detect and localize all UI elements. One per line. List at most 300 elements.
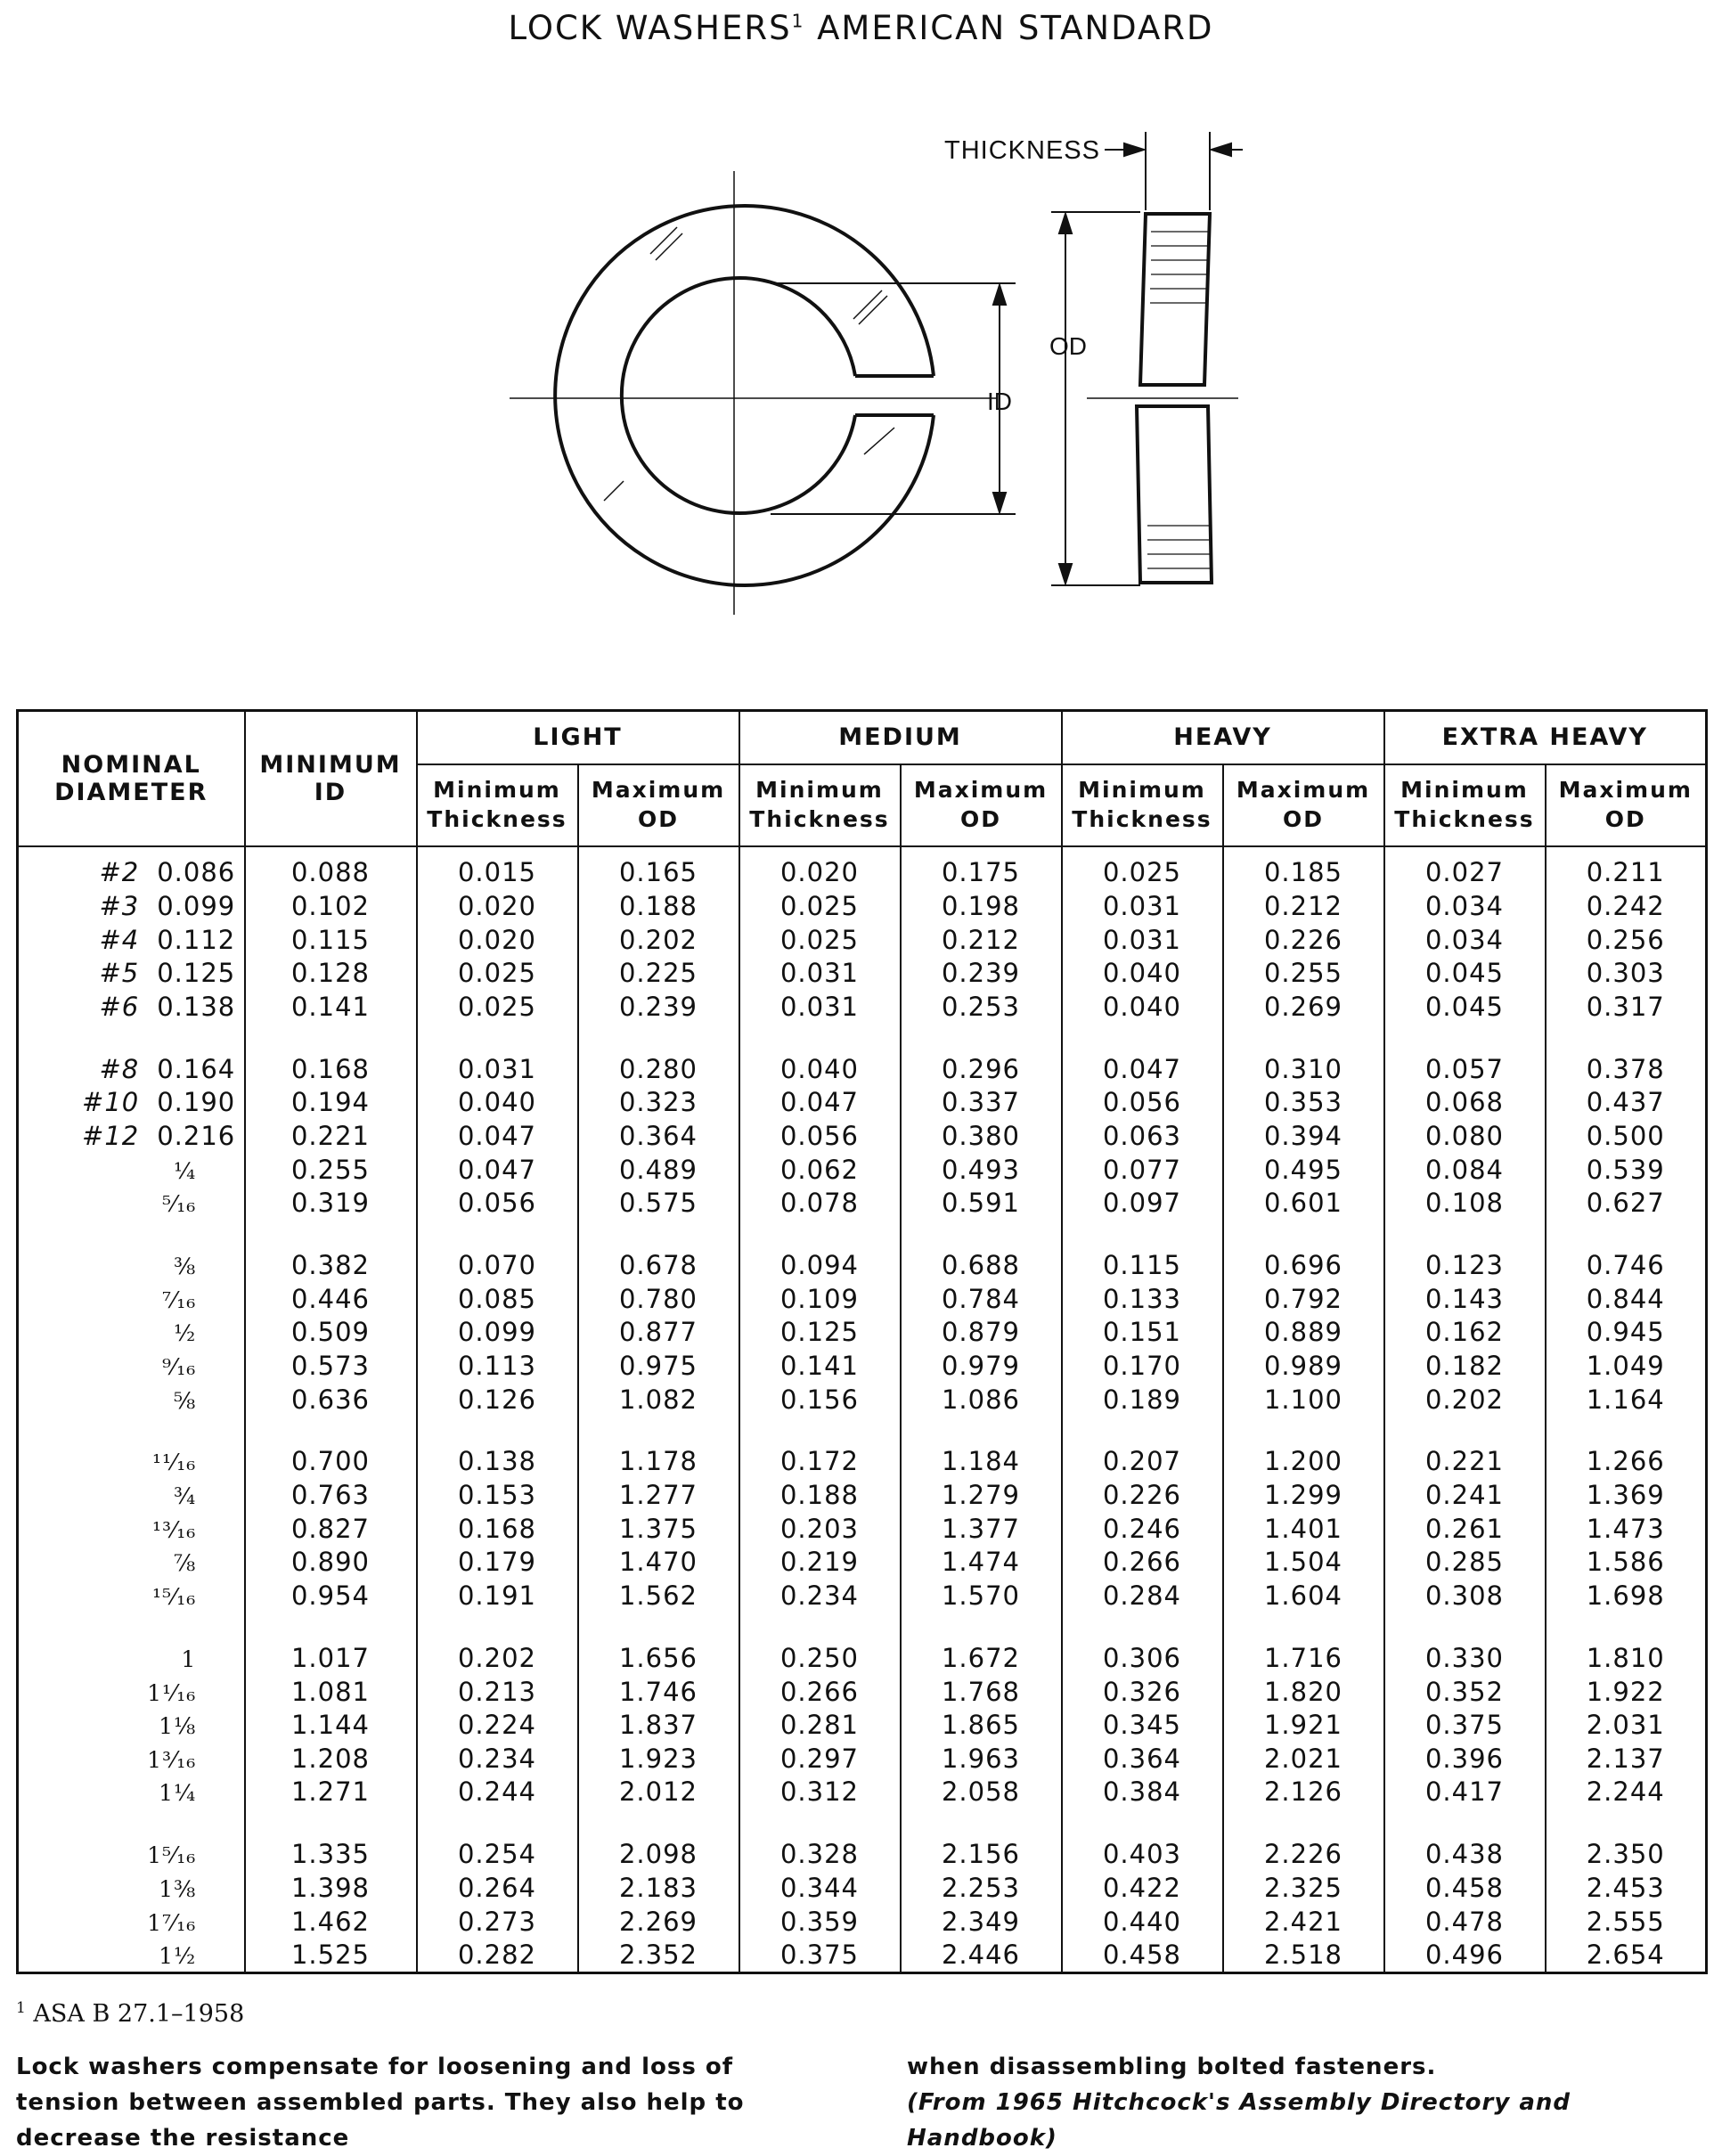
light-max-od-cell: 0.877: [578, 1316, 739, 1350]
nominal-diameter-cell: [18, 1086, 245, 1120]
light-max-od-cell: 2.352: [578, 1938, 739, 1972]
minimum-id-cell: 0.088: [245, 846, 417, 890]
medium-max-od-cell: 0.979: [901, 1349, 1062, 1383]
extra-heavy-max-od-cell: 0.945: [1546, 1316, 1707, 1350]
subheader-extra-heavy-max-od: Maximum OD: [1546, 764, 1707, 846]
minimum-id-cell: 0.382: [245, 1220, 417, 1282]
lock-washer-table: [16, 709, 1708, 1974]
medium-max-od-cell: 2.156: [901, 1809, 1062, 1871]
light-min-thickness-cell: 0.153: [417, 1478, 578, 1512]
light-max-od-cell: 0.975: [578, 1349, 739, 1383]
light-min-thickness-cell: 0.020: [417, 889, 578, 923]
subheader-medium-max-od: Maximum OD: [901, 764, 1062, 846]
light-min-thickness-cell: 0.025: [417, 990, 578, 1024]
nominal-value: 0.164: [157, 1053, 236, 1084]
medium-max-od-cell: 1.377: [901, 1512, 1062, 1546]
nominal-fraction: 1⁷⁄₁₆: [147, 1909, 197, 1936]
nominal-diameter-cell: [18, 956, 245, 990]
light-min-thickness-cell: 0.020: [417, 923, 578, 957]
extra-heavy-max-od-cell: 0.378: [1546, 1024, 1707, 1086]
heavy-max-od-cell: 0.310: [1223, 1024, 1384, 1086]
nominal-diameter-cell: [18, 1383, 245, 1417]
light-min-thickness-cell: 0.047: [417, 1119, 578, 1153]
nominal-diameter-cell: [18, 990, 245, 1024]
extra-heavy-min-thickness-cell: 0.034: [1384, 923, 1546, 957]
light-max-od-cell: 0.489: [578, 1153, 739, 1187]
light-min-thickness-cell: 0.179: [417, 1546, 578, 1580]
medium-min-thickness-cell: 0.328: [739, 1809, 901, 1871]
table-row: [18, 1613, 1707, 1675]
medium-min-thickness-cell: 0.297: [739, 1742, 901, 1776]
table-row: [18, 1416, 1707, 1478]
heavy-min-thickness-cell: 0.040: [1062, 990, 1223, 1024]
extra-heavy-min-thickness-cell: 0.027: [1384, 846, 1546, 890]
nominal-fraction: 1⅛: [159, 1713, 197, 1740]
heavy-min-thickness-cell: 0.031: [1062, 923, 1223, 957]
heavy-max-od-cell: 1.604: [1223, 1579, 1384, 1613]
heavy-max-od-cell: 0.495: [1223, 1153, 1384, 1187]
extra-heavy-min-thickness-cell: 0.084: [1384, 1153, 1546, 1187]
minimum-id-cell: 0.763: [245, 1478, 417, 1512]
nominal-fraction: ⅞: [174, 1550, 197, 1577]
medium-max-od-cell: 0.380: [901, 1119, 1062, 1153]
heavy-min-thickness-cell: 0.063: [1062, 1119, 1223, 1153]
medium-max-od-cell: 0.337: [901, 1086, 1062, 1120]
medium-min-thickness-cell: 0.234: [739, 1579, 901, 1613]
table-body: [18, 846, 1707, 1973]
nominal-fraction: ½: [174, 1320, 197, 1347]
medium-max-od-cell: 0.239: [901, 956, 1062, 990]
extra-heavy-max-od-cell: 2.555: [1546, 1905, 1707, 1939]
light-min-thickness-cell: 0.191: [417, 1579, 578, 1613]
nominal-diameter-cell: [18, 1742, 245, 1776]
heavy-min-thickness-cell: 0.031: [1062, 889, 1223, 923]
light-min-thickness-cell: 0.025: [417, 956, 578, 990]
light-max-od-cell: 1.277: [578, 1478, 739, 1512]
medium-max-od-cell: 1.184: [901, 1416, 1062, 1478]
medium-min-thickness-cell: 0.025: [739, 923, 901, 957]
nominal-value: 0.112: [157, 924, 236, 955]
heavy-max-od-cell: 2.021: [1223, 1742, 1384, 1776]
minimum-id-cell: 1.144: [245, 1708, 417, 1742]
light-max-od-cell: 2.012: [578, 1776, 739, 1809]
extra-heavy-max-od-cell: 0.844: [1546, 1282, 1707, 1316]
extra-heavy-max-od-cell: 0.211: [1546, 846, 1707, 890]
table-row: [18, 1708, 1707, 1742]
medium-min-thickness-cell: 0.040: [739, 1024, 901, 1086]
table-row: [18, 1675, 1707, 1709]
light-max-od-cell: 2.183: [578, 1871, 739, 1905]
extra-heavy-min-thickness-cell: 0.417: [1384, 1776, 1546, 1809]
nominal-diameter-cell: [18, 1546, 245, 1580]
table-row: [18, 1119, 1707, 1153]
light-min-thickness-cell: 0.202: [417, 1613, 578, 1675]
nominal-diameter-cell: [18, 1186, 245, 1220]
table-row: [18, 846, 1707, 890]
medium-min-thickness-cell: 0.125: [739, 1316, 901, 1350]
extra-heavy-min-thickness-cell: 0.202: [1384, 1383, 1546, 1417]
extra-heavy-min-thickness-cell: 0.496: [1384, 1938, 1546, 1972]
table-row: [18, 1024, 1707, 1086]
heavy-min-thickness-cell: 0.440: [1062, 1905, 1223, 1939]
light-max-od-cell: 0.780: [578, 1282, 739, 1316]
nominal-diameter-cell: [18, 1871, 245, 1905]
light-min-thickness-cell: 0.070: [417, 1220, 578, 1282]
heavy-max-od-cell: 0.255: [1223, 956, 1384, 990]
light-min-thickness-cell: 0.168: [417, 1512, 578, 1546]
extra-heavy-min-thickness-cell: 0.285: [1384, 1546, 1546, 1580]
nominal-diameter-cell: [18, 1282, 245, 1316]
citation: (From 1965 Hitchcock's Assembly Directory and Handbook): [907, 2089, 1571, 2152]
heavy-max-od-cell: 0.792: [1223, 1282, 1384, 1316]
heavy-max-od-cell: 1.820: [1223, 1675, 1384, 1709]
extra-heavy-max-od-cell: 0.627: [1546, 1186, 1707, 1220]
heavy-max-od-cell: 1.200: [1223, 1416, 1384, 1478]
nominal-fraction: ¹⁵⁄₁₆: [151, 1583, 197, 1610]
heavy-max-od-cell: 0.353: [1223, 1086, 1384, 1120]
heavy-max-od-cell: 2.421: [1223, 1905, 1384, 1939]
light-min-thickness-cell: 0.040: [417, 1086, 578, 1120]
light-max-od-cell: 0.165: [578, 846, 739, 890]
light-max-od-cell: 1.082: [578, 1383, 739, 1417]
nominal-value: 0.125: [157, 958, 236, 989]
heavy-min-thickness-cell: 0.403: [1062, 1809, 1223, 1871]
size-number: #12: [82, 1121, 140, 1151]
light-min-thickness-cell: 0.273: [417, 1905, 578, 1939]
medium-min-thickness-cell: 0.094: [739, 1220, 901, 1282]
light-max-od-cell: 1.178: [578, 1416, 739, 1478]
light-min-thickness-cell: 0.099: [417, 1316, 578, 1350]
extra-heavy-max-od-cell: 2.244: [1546, 1776, 1707, 1809]
table-row: [18, 1086, 1707, 1120]
page-title: LOCK WASHERS$^1$ AMERICAN STANDARD: [508, 9, 1214, 47]
extra-heavy-min-thickness-cell: 0.080: [1384, 1119, 1546, 1153]
light-max-od-cell: 0.575: [578, 1186, 739, 1220]
minimum-id-cell: 0.115: [245, 923, 417, 957]
nominal-fraction: ⁵⁄₁₆: [162, 1191, 197, 1218]
heavy-max-od-cell: 0.989: [1223, 1349, 1384, 1383]
extra-heavy-max-od-cell: 1.266: [1546, 1416, 1707, 1478]
light-max-od-cell: 1.746: [578, 1675, 739, 1709]
heavy-min-thickness-cell: 0.458: [1062, 1938, 1223, 1972]
heavy-min-thickness-cell: 0.284: [1062, 1579, 1223, 1613]
table-row: [18, 1742, 1707, 1776]
minimum-id-cell: 0.446: [245, 1282, 417, 1316]
table-row: [18, 1905, 1707, 1939]
medium-max-od-cell: 2.253: [901, 1871, 1062, 1905]
table-row: [18, 1512, 1707, 1546]
heavy-min-thickness-cell: 0.040: [1062, 956, 1223, 990]
medium-min-thickness-cell: 0.156: [739, 1383, 901, 1417]
medium-min-thickness-cell: 0.056: [739, 1119, 901, 1153]
header-minimum-id: MINIMUM ID: [245, 711, 417, 846]
subheader-light-min-thickness: Minimum Thickness: [417, 764, 578, 846]
minimum-id-cell: 0.141: [245, 990, 417, 1024]
nominal-diameter-cell: [18, 889, 245, 923]
medium-max-od-cell: 0.253: [901, 990, 1062, 1024]
nominal-diameter-cell: [18, 1613, 245, 1675]
size-number: #10: [82, 1087, 140, 1118]
heavy-min-thickness-cell: 0.133: [1062, 1282, 1223, 1316]
extra-heavy-min-thickness-cell: 0.108: [1384, 1186, 1546, 1220]
table-row: [18, 923, 1707, 957]
nominal-diameter-cell: [18, 1316, 245, 1350]
medium-max-od-cell: 0.784: [901, 1282, 1062, 1316]
nominal-fraction: 1⅜: [159, 1875, 197, 1902]
table-row: [18, 1776, 1707, 1809]
heavy-max-od-cell: 1.921: [1223, 1708, 1384, 1742]
light-min-thickness-cell: 0.264: [417, 1871, 578, 1905]
subheader-extra-heavy-min-thickness: Minimum Thickness: [1384, 764, 1546, 846]
heavy-max-od-cell: 0.226: [1223, 923, 1384, 957]
nominal-value: 0.190: [157, 1087, 236, 1118]
light-max-od-cell: 0.280: [578, 1024, 739, 1086]
heavy-max-od-cell: 2.226: [1223, 1809, 1384, 1871]
description-left: Lock washers compensate for loosening and loss of tension between assembled parts. They also help to decrease the resistance: [16, 2054, 745, 2152]
medium-max-od-cell: 1.086: [901, 1383, 1062, 1417]
nominal-value: 0.138: [157, 991, 236, 1022]
subheader-light-max-od: Maximum OD: [578, 764, 739, 846]
nominal-diameter-cell: [18, 1708, 245, 1742]
medium-max-od-cell: 1.672: [901, 1613, 1062, 1675]
heavy-max-od-cell: 1.100: [1223, 1383, 1384, 1417]
extra-heavy-max-od-cell: 2.137: [1546, 1742, 1707, 1776]
heavy-min-thickness-cell: 0.364: [1062, 1742, 1223, 1776]
nominal-diameter-cell: [18, 1938, 245, 1972]
heavy-max-od-cell: 1.716: [1223, 1613, 1384, 1675]
extra-heavy-max-od-cell: 1.164: [1546, 1383, 1707, 1417]
light-min-thickness-cell: 0.282: [417, 1938, 578, 1972]
minimum-id-cell: 0.221: [245, 1119, 417, 1153]
heavy-max-od-cell: 2.325: [1223, 1871, 1384, 1905]
table-row: [18, 956, 1707, 990]
medium-min-thickness-cell: 0.359: [739, 1905, 901, 1939]
extra-heavy-max-od-cell: 2.350: [1546, 1809, 1707, 1871]
extra-heavy-min-thickness-cell: 0.375: [1384, 1708, 1546, 1742]
nominal-value: 0.086: [157, 857, 236, 888]
minimum-id-cell: 0.509: [245, 1316, 417, 1350]
subheader-medium-min-thickness: Minimum Thickness: [739, 764, 901, 846]
extra-heavy-max-od-cell: 2.654: [1546, 1938, 1707, 1972]
table-row: [18, 1316, 1707, 1350]
extra-heavy-max-od-cell: 1.369: [1546, 1478, 1707, 1512]
lock-washer-diagram: [499, 116, 1283, 615]
nominal-fraction: 1³⁄₁₆: [147, 1746, 197, 1773]
size-number: #5: [99, 958, 140, 989]
nominal-fraction: 1¹⁄₁₆: [147, 1679, 197, 1706]
minimum-id-cell: 0.954: [245, 1579, 417, 1613]
nominal-diameter-cell: [18, 923, 245, 957]
heavy-max-od-cell: 0.394: [1223, 1119, 1384, 1153]
size-number: #4: [99, 924, 140, 955]
light-max-od-cell: 1.375: [578, 1512, 739, 1546]
extra-heavy-max-od-cell: 1.473: [1546, 1512, 1707, 1546]
extra-heavy-min-thickness-cell: 0.478: [1384, 1905, 1546, 1939]
table-row: [18, 1809, 1707, 1871]
medium-min-thickness-cell: 0.025: [739, 889, 901, 923]
heavy-min-thickness-cell: 0.056: [1062, 1086, 1223, 1120]
light-min-thickness-cell: 0.244: [417, 1776, 578, 1809]
minimum-id-cell: 1.271: [245, 1776, 417, 1809]
nominal-fraction: 1½: [159, 1943, 197, 1970]
extra-heavy-max-od-cell: 1.049: [1546, 1349, 1707, 1383]
medium-min-thickness-cell: 0.266: [739, 1675, 901, 1709]
table-row: [18, 1871, 1707, 1905]
light-max-od-cell: 0.188: [578, 889, 739, 923]
minimum-id-cell: 0.573: [245, 1349, 417, 1383]
table-row: [18, 1383, 1707, 1417]
heavy-max-od-cell: 1.504: [1223, 1546, 1384, 1580]
heavy-min-thickness-cell: 0.170: [1062, 1349, 1223, 1383]
extra-heavy-min-thickness-cell: 0.068: [1384, 1086, 1546, 1120]
heavy-max-od-cell: 0.269: [1223, 990, 1384, 1024]
nominal-fraction: 1: [181, 1646, 197, 1672]
extra-heavy-min-thickness-cell: 0.352: [1384, 1675, 1546, 1709]
heavy-max-od-cell: 0.185: [1223, 846, 1384, 890]
minimum-id-cell: 0.102: [245, 889, 417, 923]
medium-min-thickness-cell: 0.312: [739, 1776, 901, 1809]
nominal-fraction: ⅜: [174, 1253, 197, 1279]
heavy-min-thickness-cell: 0.306: [1062, 1613, 1223, 1675]
id-label: ID: [987, 388, 1012, 415]
medium-max-od-cell: 0.212: [901, 923, 1062, 957]
light-max-od-cell: 2.269: [578, 1905, 739, 1939]
thickness-label: THICKNESS: [944, 136, 1100, 165]
light-min-thickness-cell: 0.085: [417, 1282, 578, 1316]
heavy-min-thickness-cell: 0.422: [1062, 1871, 1223, 1905]
extra-heavy-min-thickness-cell: 0.045: [1384, 990, 1546, 1024]
heavy-min-thickness-cell: 0.345: [1062, 1708, 1223, 1742]
table-row: [18, 990, 1707, 1024]
medium-min-thickness-cell: 0.188: [739, 1478, 901, 1512]
light-min-thickness-cell: 0.224: [417, 1708, 578, 1742]
heavy-max-od-cell: 0.696: [1223, 1220, 1384, 1282]
heavy-max-od-cell: 2.126: [1223, 1776, 1384, 1809]
nominal-fraction: ¹³⁄₁₆: [151, 1516, 197, 1543]
description-right: when disassembling bolted fasteners. (From 1965 Hitchcock's Assembly Directory and Handbook): [907, 2049, 1709, 2156]
extra-heavy-min-thickness-cell: 0.034: [1384, 889, 1546, 923]
heavy-min-thickness-cell: 0.115: [1062, 1220, 1223, 1282]
light-min-thickness-cell: 0.015: [417, 846, 578, 890]
nominal-fraction: 1¼: [159, 1780, 197, 1807]
heavy-max-od-cell: 0.889: [1223, 1316, 1384, 1350]
nominal-diameter-cell: [18, 1349, 245, 1383]
heavy-min-thickness-cell: 0.326: [1062, 1675, 1223, 1709]
heavy-max-od-cell: 1.401: [1223, 1512, 1384, 1546]
size-number: #3: [99, 891, 140, 922]
light-max-od-cell: 1.562: [578, 1579, 739, 1613]
table-row: [18, 1282, 1707, 1316]
heavy-min-thickness-cell: 0.047: [1062, 1024, 1223, 1086]
nominal-value: 0.099: [157, 891, 236, 922]
heavy-min-thickness-cell: 0.151: [1062, 1316, 1223, 1350]
heavy-min-thickness-cell: 0.226: [1062, 1478, 1223, 1512]
size-number: #8: [99, 1053, 140, 1084]
nominal-diameter-cell: [18, 1809, 245, 1871]
table-row: [18, 1546, 1707, 1580]
medium-max-od-cell: 0.688: [901, 1220, 1062, 1282]
footnote: $^1$ ASA B 27.1–1958: [16, 1999, 245, 2028]
minimum-id-cell: 0.128: [245, 956, 417, 990]
minimum-id-cell: 0.636: [245, 1383, 417, 1417]
medium-max-od-cell: 1.768: [901, 1675, 1062, 1709]
medium-max-od-cell: 1.570: [901, 1579, 1062, 1613]
light-max-od-cell: 1.837: [578, 1708, 739, 1742]
light-max-od-cell: 0.364: [578, 1119, 739, 1153]
extra-heavy-min-thickness-cell: 0.162: [1384, 1316, 1546, 1350]
medium-max-od-cell: 2.058: [901, 1776, 1062, 1809]
extra-heavy-max-od-cell: 0.303: [1546, 956, 1707, 990]
header-group-medium: MEDIUM: [739, 711, 1062, 764]
heavy-min-thickness-cell: 0.077: [1062, 1153, 1223, 1187]
subheader-heavy-min-thickness: Minimum Thickness: [1062, 764, 1223, 846]
od-label: OD: [1049, 332, 1087, 360]
thickness-dimension: [1105, 132, 1243, 210]
light-min-thickness-cell: 0.234: [417, 1742, 578, 1776]
medium-max-od-cell: 1.279: [901, 1478, 1062, 1512]
heavy-min-thickness-cell: 0.207: [1062, 1416, 1223, 1478]
minimum-id-cell: 0.194: [245, 1086, 417, 1120]
medium-max-od-cell: 0.198: [901, 889, 1062, 923]
light-max-od-cell: 0.239: [578, 990, 739, 1024]
medium-max-od-cell: 0.296: [901, 1024, 1062, 1086]
nominal-fraction: 1⁵⁄₁₆: [147, 1842, 197, 1869]
medium-min-thickness-cell: 0.020: [739, 846, 901, 890]
medium-min-thickness-cell: 0.109: [739, 1282, 901, 1316]
washer-front-view: [510, 171, 998, 615]
nominal-fraction: ¾: [174, 1483, 197, 1510]
minimum-id-cell: 0.890: [245, 1546, 417, 1580]
minimum-id-cell: 1.208: [245, 1742, 417, 1776]
medium-max-od-cell: 0.879: [901, 1316, 1062, 1350]
extra-heavy-max-od-cell: 2.453: [1546, 1871, 1707, 1905]
medium-min-thickness-cell: 0.062: [739, 1153, 901, 1187]
heavy-max-od-cell: 2.518: [1223, 1938, 1384, 1972]
medium-min-thickness-cell: 0.031: [739, 956, 901, 990]
table-row: [18, 1220, 1707, 1282]
header-group-extra-heavy: EXTRA HEAVY: [1384, 711, 1707, 764]
nominal-diameter-cell: [18, 1512, 245, 1546]
medium-min-thickness-cell: 0.344: [739, 1871, 901, 1905]
nominal-diameter-cell: [18, 846, 245, 890]
heavy-min-thickness-cell: 0.246: [1062, 1512, 1223, 1546]
medium-max-od-cell: 2.349: [901, 1905, 1062, 1939]
minimum-id-cell: 1.462: [245, 1905, 417, 1939]
heavy-min-thickness-cell: 0.025: [1062, 846, 1223, 890]
light-max-od-cell: 0.678: [578, 1220, 739, 1282]
nominal-diameter-cell: [18, 1024, 245, 1086]
nominal-diameter-cell: [18, 1220, 245, 1282]
medium-max-od-cell: 1.474: [901, 1546, 1062, 1580]
heavy-min-thickness-cell: 0.266: [1062, 1546, 1223, 1580]
heavy-max-od-cell: 1.299: [1223, 1478, 1384, 1512]
light-min-thickness-cell: 0.056: [417, 1186, 578, 1220]
extra-heavy-min-thickness-cell: 0.396: [1384, 1742, 1546, 1776]
light-max-od-cell: 1.470: [578, 1546, 739, 1580]
extra-heavy-max-od-cell: 1.810: [1546, 1613, 1707, 1675]
table-row: [18, 1153, 1707, 1187]
light-max-od-cell: 0.323: [578, 1086, 739, 1120]
light-min-thickness-cell: 0.126: [417, 1383, 578, 1417]
nominal-diameter-cell: [18, 1478, 245, 1512]
heavy-min-thickness-cell: 0.097: [1062, 1186, 1223, 1220]
medium-max-od-cell: 2.446: [901, 1938, 1062, 1972]
extra-heavy-min-thickness-cell: 0.458: [1384, 1871, 1546, 1905]
extra-heavy-min-thickness-cell: 0.057: [1384, 1024, 1546, 1086]
light-min-thickness-cell: 0.213: [417, 1675, 578, 1709]
extra-heavy-max-od-cell: 0.317: [1546, 990, 1707, 1024]
table-row: [18, 889, 1707, 923]
